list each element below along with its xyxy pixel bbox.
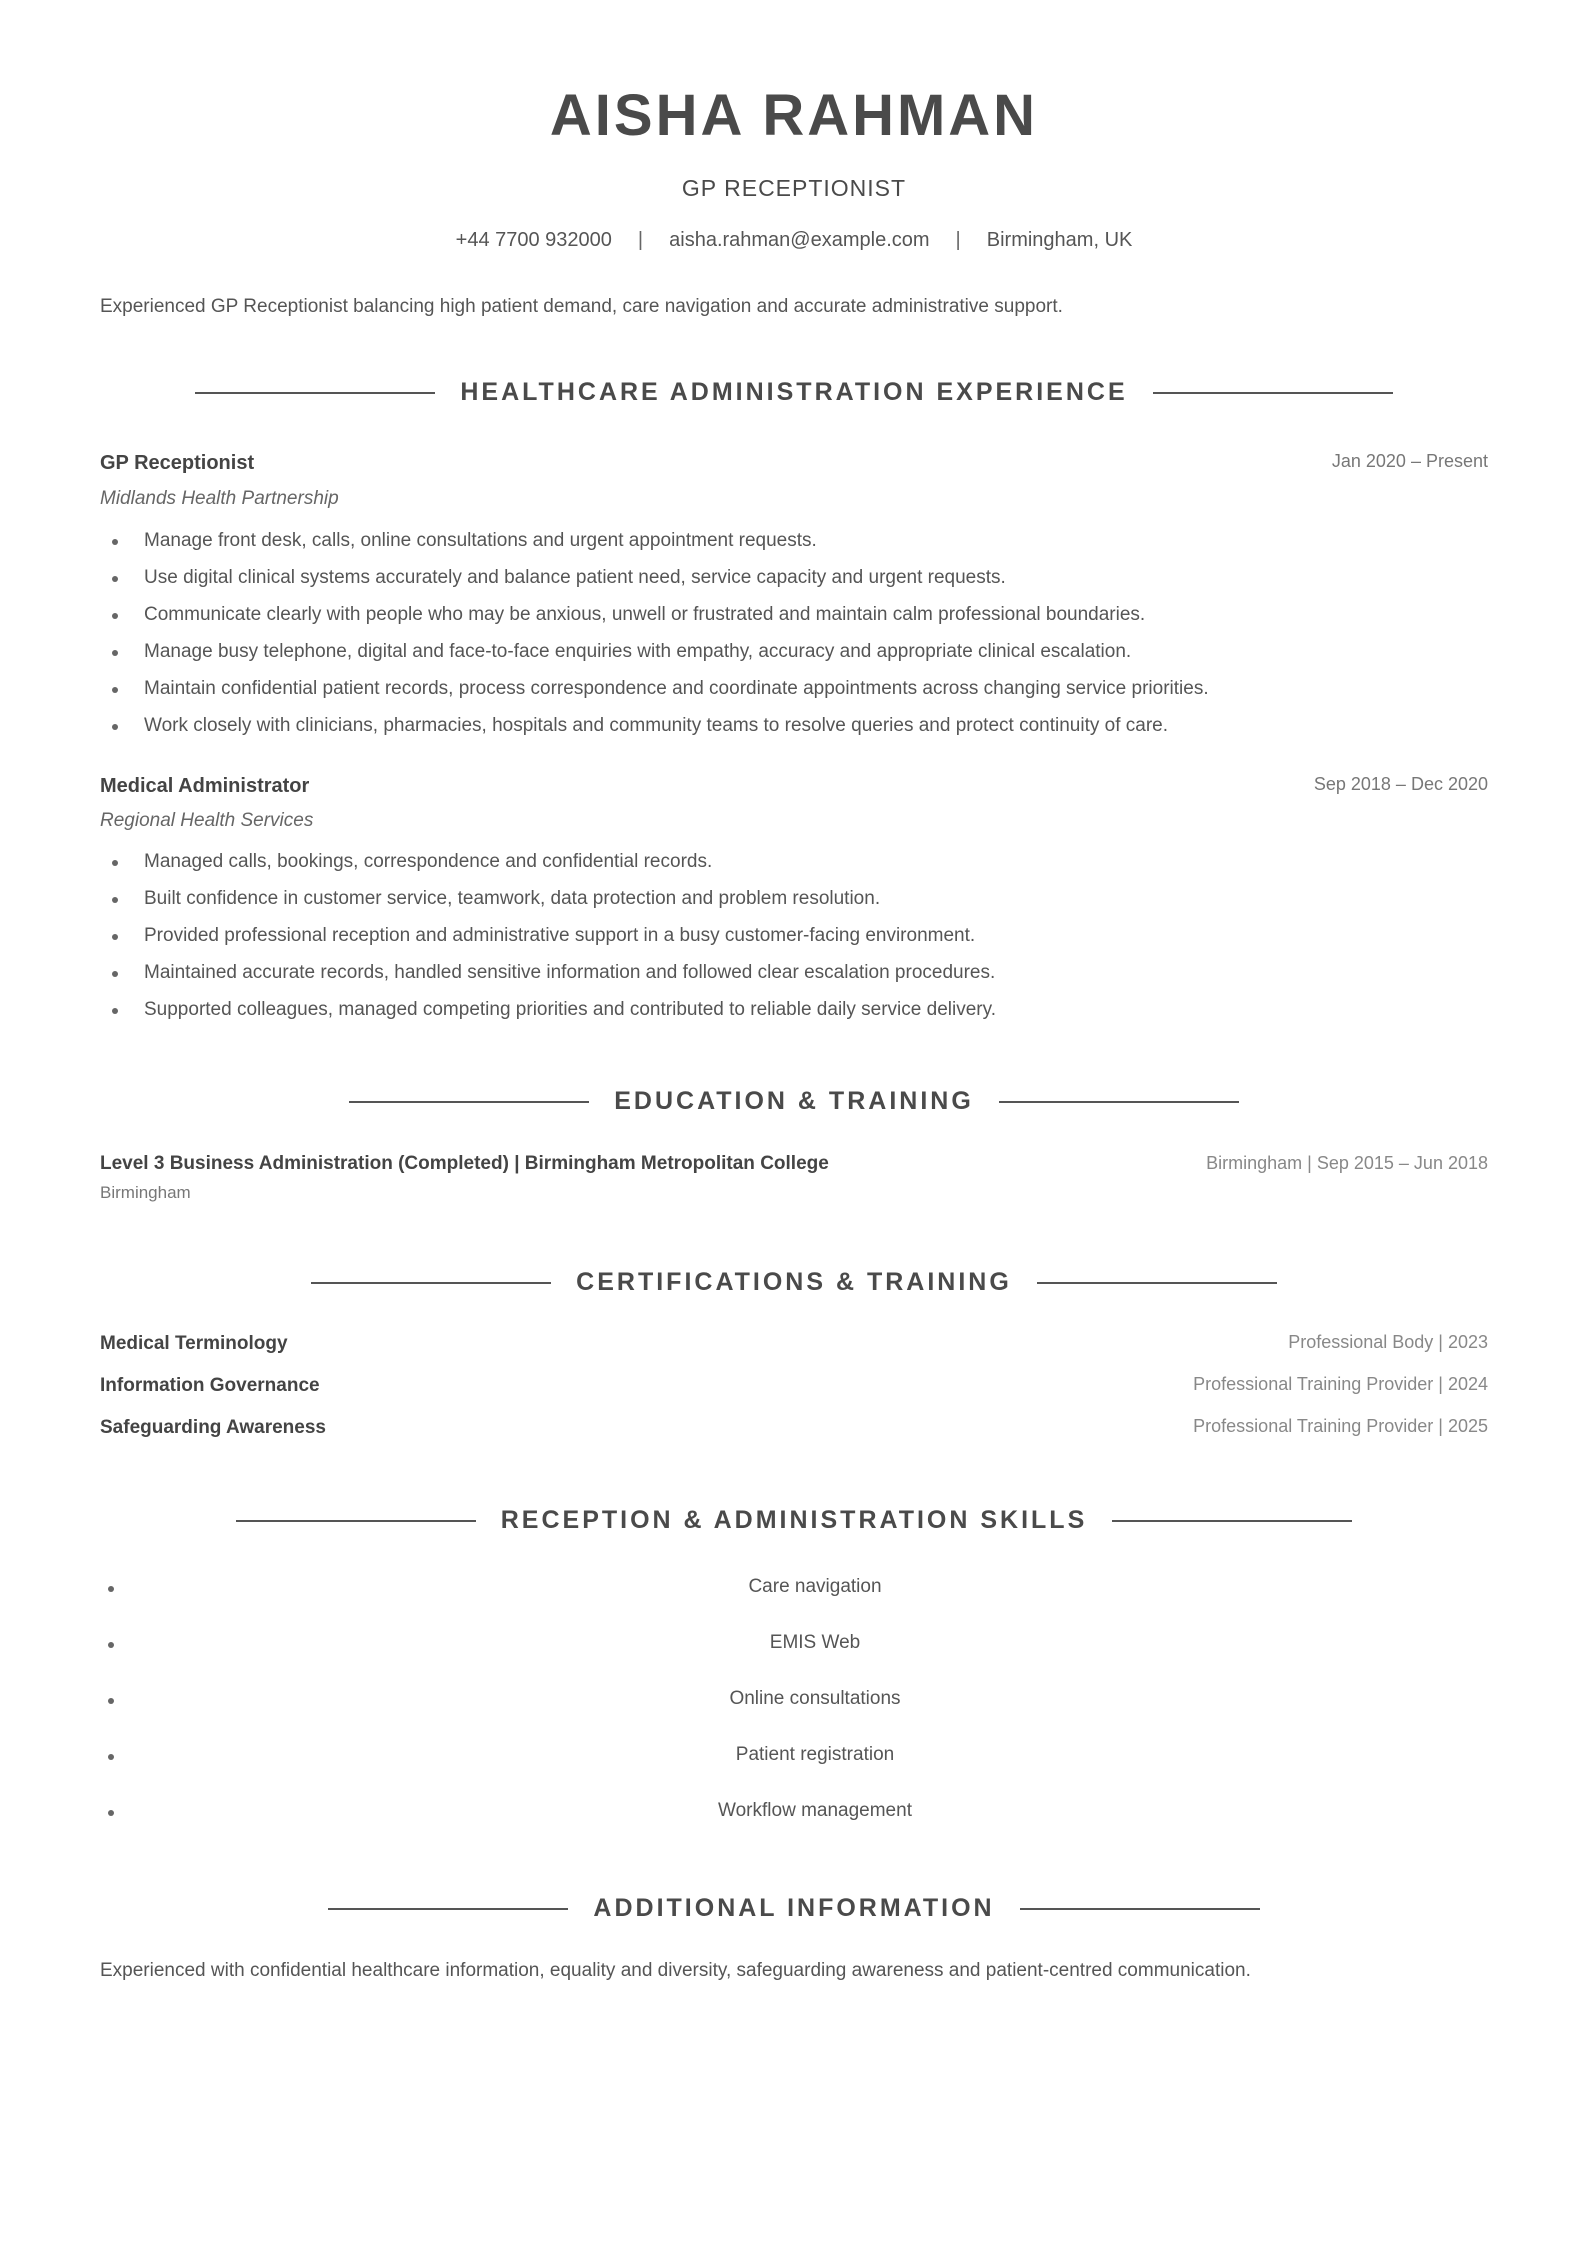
job-title: GP Receptionist — [100, 452, 255, 474]
job-bullet-list — [100, 850, 1490, 1035]
candidate-role: GP RECEPTIONIST — [681, 175, 907, 201]
heading-rule — [195, 392, 435, 394]
additional-information: Experienced with confidential healthcare information, equality and diversity, safeguarding awareness and patient-centred communication. — [100, 1960, 1251, 1981]
job-bullet: Manage front desk, calls, online consultations and urgent appointment requests. — [100, 529, 1490, 566]
job-bullet: Maintained accurate records, handled sensitive information and followed clear escalation procedures. — [100, 961, 1490, 998]
contact-separator: | — [955, 229, 961, 251]
certification-name: Safeguarding Awareness — [100, 1417, 326, 1438]
heading-rule — [1153, 392, 1393, 394]
section-heading-skills — [0, 1506, 1588, 1535]
job-bullet: Managed calls, bookings, correspondence and confidential records. — [100, 850, 1490, 887]
job-dates: Jan 2020 – Present — [1331, 451, 1488, 471]
heading-rule — [1020, 1908, 1260, 1910]
certification-meta: Professional Training Provider | 2025 — [1193, 1416, 1488, 1436]
job-bullet: Provided professional reception and administrative support in a busy customer-facing environment. — [100, 924, 1490, 961]
contact-email: aisha.rahman@example.com — [669, 229, 930, 251]
contact-line — [0, 229, 1588, 252]
job-dates: Sep 2018 – Dec 2020 — [1313, 774, 1488, 794]
job-organisation: Midlands Health Partnership — [100, 488, 339, 509]
contact-location: Birmingham, UK — [986, 229, 1133, 251]
heading-rule — [1037, 1282, 1277, 1284]
section-title: ADDITIONAL INFORMATION — [593, 1894, 995, 1922]
section-heading-certifications — [0, 1268, 1588, 1297]
certification-meta: Professional Body | 2023 — [1288, 1332, 1488, 1352]
contact-separator: | — [637, 229, 644, 251]
contact-phone: +44 7700 932000 — [455, 229, 612, 251]
section-title: EDUCATION & TRAINING — [614, 1087, 974, 1115]
heading-rule — [1112, 1520, 1352, 1522]
job-bullet: Use digital clinical systems accurately and balance patient need, service capacity and urgent requests. — [100, 566, 1490, 603]
heading-rule — [236, 1520, 476, 1522]
job-bullet-list — [100, 529, 1490, 751]
skill-item: Patient registration — [100, 1744, 1530, 1800]
profile-summary: Experienced GP Receptionist balancing high patient demand, care navigation and accurate administrative support. — [100, 296, 1063, 317]
section-title: CERTIFICATIONS & TRAINING — [576, 1268, 1012, 1296]
heading-rule — [328, 1908, 568, 1910]
heading-rule — [311, 1282, 551, 1284]
job-bullet: Supported colleagues, managed competing priorities and contributed to reliable daily service delivery. — [100, 998, 1490, 1035]
job-bullet: Work closely with clinicians, pharmacies, hospitals and community teams to resolve queries and protect continuity of care. — [100, 714, 1490, 751]
section-heading-additional — [0, 1894, 1588, 1923]
skill-item: Workflow management — [100, 1800, 1530, 1856]
education-title: Level 3 Business Administration (Completed) | Birmingham Metropolitan College — [100, 1153, 829, 1174]
section-heading-education — [0, 1087, 1588, 1116]
education-location: Birmingham — [100, 1183, 191, 1202]
education-meta: Birmingham | Sep 2015 – Jun 2018 — [1206, 1153, 1488, 1173]
heading-rule — [999, 1101, 1239, 1103]
job-bullet: Built confidence in customer service, teamwork, data protection and problem resolution. — [100, 887, 1490, 924]
candidate-name: AISHA RAHMAN — [549, 83, 1039, 148]
job-bullet: Manage busy telephone, digital and face-to-face enquiries with empathy, accuracy and appropriate clinical escalation. — [100, 640, 1490, 677]
certification-name: Information Governance — [100, 1375, 320, 1396]
job-title: Medical Administrator — [100, 775, 310, 797]
skill-item: EMIS Web — [100, 1632, 1530, 1688]
job-organisation: Regional Health Services — [100, 810, 314, 831]
section-title: HEALTHCARE ADMINISTRATION EXPERIENCE — [460, 378, 1128, 406]
skills-list — [100, 1576, 1530, 1856]
certification-name: Medical Terminology — [100, 1333, 288, 1354]
section-title: RECEPTION & ADMINISTRATION SKILLS — [500, 1506, 1088, 1534]
skill-item: Care navigation — [100, 1576, 1530, 1632]
heading-rule — [349, 1101, 589, 1103]
section-heading-experience — [0, 378, 1588, 407]
job-bullet: Communicate clearly with people who may be anxious, unwell or frustrated and maintain calm professional boundaries. — [100, 603, 1490, 640]
skill-item: Online consultations — [100, 1688, 1530, 1744]
job-bullet: Maintain confidential patient records, process correspondence and coordinate appointments across changing service priorities. — [100, 677, 1490, 714]
certification-meta: Professional Training Provider | 2024 — [1193, 1374, 1488, 1394]
